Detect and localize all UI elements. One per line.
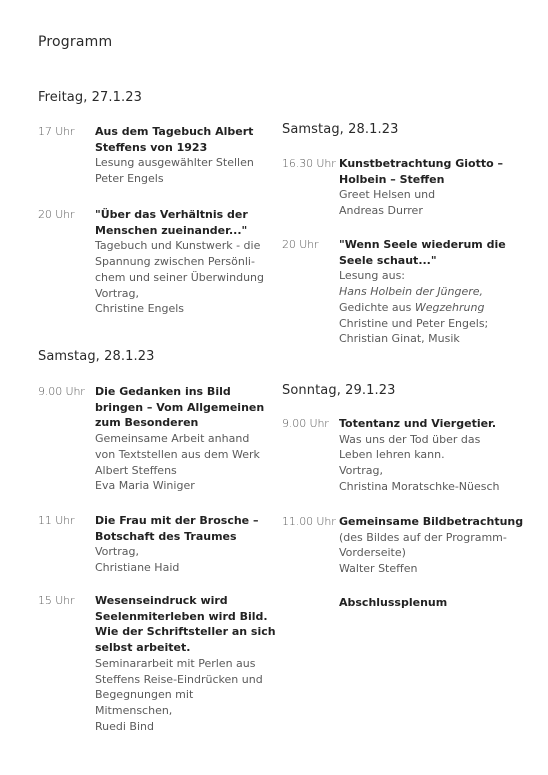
entry-content <box>339 416 529 495</box>
entry-title-line: zum Besonderen <box>95 416 199 430</box>
entry-time: 20 Uhr <box>282 238 319 251</box>
entry-time: 9.00 Uhr <box>282 417 329 430</box>
entry-body-title: Wegzehrung <box>414 300 485 314</box>
entry-body-line: Hans Holbein der Jüngere, <box>339 285 484 299</box>
entry-time: 20 Uhr <box>38 208 75 221</box>
entry-time: 11.00 Uhr <box>282 515 336 528</box>
entry-body-line: Steffens Reise-Eindrücken und <box>95 672 263 686</box>
entry-body-line: Begegnungen mit <box>95 688 194 702</box>
entry-body-line: Was uns der Tod über das <box>339 432 481 446</box>
entry-title-line: selbst arbeitet. <box>95 641 191 655</box>
entry-content <box>95 384 285 494</box>
page-title: Programm <box>38 34 113 50</box>
entry-content <box>339 237 529 347</box>
entry-title-line: Wie der Schriftsteller an sich <box>95 625 276 639</box>
entry-body-line: Vortrag, <box>95 286 139 300</box>
entry-title-line: Seelenmiterleben wird Bild. <box>95 609 268 623</box>
entry-body-line: Leben lehren kann. <box>339 448 445 462</box>
entry-title-line: "Über das Verhältnis der <box>95 208 248 221</box>
entry-title-line: Die Gedanken ins Bild <box>95 385 231 398</box>
day-heading-saturday: Samstag, 28.1.23 <box>282 122 399 137</box>
entry-title-line: Gemeinsame Bildbetrachtung <box>339 515 524 528</box>
entry-content <box>339 156 529 219</box>
entry-title-line: Seele schaut..." <box>339 253 437 267</box>
entry-body-text: Gedichte aus <box>339 300 415 314</box>
entry-title-line: Die Frau mit der Brosche – <box>95 514 259 527</box>
entry-body-line: Mitmenschen, <box>95 703 173 717</box>
entry-title-line: Totentanz und Viergetier. <box>339 417 497 430</box>
entry-content <box>95 593 285 734</box>
entry-content <box>95 513 285 576</box>
entry-body-line: Eva Maria Winiger <box>95 479 195 493</box>
entry-time: 11 Uhr <box>38 514 75 527</box>
entry-body-line: Ruedi Bind <box>95 719 154 733</box>
entry-title-line: Holbein – Steffen <box>339 172 445 186</box>
day-heading-friday: Freitag, 27.1.23 <box>38 90 143 105</box>
entry-title-line: bringen – Vom Allgemeinen <box>95 400 265 414</box>
entry-body-line: (des Bildes auf der Programm- <box>339 530 507 544</box>
entry-body-line: Spannung zwischen Persönli- <box>95 255 255 269</box>
entry-body-line: Walter Steffen <box>339 562 418 576</box>
entry-body-line: Christina Moratschke-Nüesch <box>339 479 500 493</box>
entry-time: 15 Uhr <box>38 594 75 607</box>
entry-title-line: Menschen zueinander..." <box>95 223 248 237</box>
entry-body-line: Seminararbeit mit Perlen aus <box>95 656 256 670</box>
entry-body-line: Lesung aus: <box>339 269 406 283</box>
day-heading-saturday: Samstag, 28.1.23 <box>38 349 155 364</box>
entry-body-line: Christiane Haid <box>95 561 180 575</box>
entry-title-line: Botschaft des Traumes <box>95 529 237 543</box>
entry-body-line: Vorderseite) <box>339 546 406 560</box>
entry-body-line <box>339 300 529 316</box>
entry-time: 9.00 Uhr <box>38 385 85 398</box>
entry-body-line: chem und seiner Überwindung <box>95 270 264 284</box>
entry-content <box>95 207 285 317</box>
entry-time: 17 Uhr <box>38 125 75 138</box>
entry-body-line: Vortrag, <box>339 464 383 478</box>
entry-body-line: Peter Engels <box>95 172 164 186</box>
day-heading-sunday: Sonntag, 29.1.23 <box>282 383 396 398</box>
entry-title-line: Aus dem Tagebuch Albert <box>95 125 254 138</box>
entry-body-line: Tagebuch und Kunstwerk - die <box>95 239 261 253</box>
entry-body-line: Christian Ginat, Musik <box>339 332 460 346</box>
entry-body-line: Lesung ausgewählter Stellen <box>95 156 254 170</box>
entry-body-line: Christine Engels <box>95 302 185 316</box>
entry-title-line: Abschlussplenum <box>339 596 448 609</box>
entry-time: 16.30 Uhr <box>282 157 336 170</box>
entry-content <box>339 514 529 577</box>
entry-body-line: Gemeinsame Arbeit anhand <box>95 432 250 446</box>
entry-body-line: Greet Helsen und <box>339 188 436 202</box>
entry-title-line: Steffens von 1923 <box>95 140 208 154</box>
entry-body-line: Andreas Durrer <box>339 204 423 218</box>
entry-title-line: Kunstbetrachtung Giotto – <box>339 157 503 170</box>
entry-title-line: Wesenseindruck wird <box>95 594 228 607</box>
entry-body-line: von Textstellen aus dem Werk <box>95 447 260 461</box>
entry-body-line: Albert Steffens <box>95 463 177 477</box>
entry-content <box>95 124 285 187</box>
entry-title-line: "Wenn Seele wiederum die <box>339 238 506 251</box>
entry-body-line: Christine und Peter Engels; <box>339 316 489 330</box>
entry-body-line: Vortrag, <box>95 545 139 559</box>
entry-content <box>339 595 529 611</box>
